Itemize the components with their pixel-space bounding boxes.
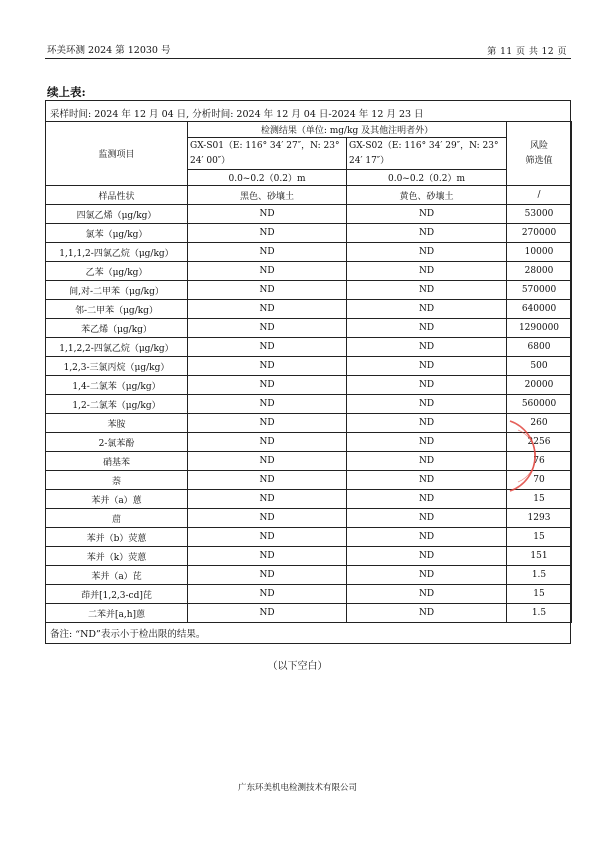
row-risk-value: 270000 [507,224,572,243]
row-site2-result: ND [347,433,507,452]
row-item: 硝基苯 [46,452,188,471]
row-item: 氯苯（μg/kg） [46,224,188,243]
table-row [46,224,572,243]
table-row [46,243,572,262]
row-item: 邻-二甲苯（μg/kg） [46,300,188,319]
row-item: 间,对-二甲苯（μg/kg） [46,281,188,300]
row-site1-result: ND [188,395,347,414]
row-site2-result: ND [347,528,507,547]
site1-property: 黑色、砂壤土 [188,186,347,205]
row-site2-result: ND [347,604,507,623]
row-risk-value: 2256 [507,433,572,452]
footer-company: 广东环美机电检测技术有限公司 [237,783,357,793]
row-site1-result: ND [188,300,347,319]
table-row [46,205,572,224]
results-table-frame [45,100,571,644]
row-risk-value: 1293 [507,509,572,528]
table-row [46,319,572,338]
header-divider [45,58,571,59]
row-site1-result: ND [188,528,347,547]
table-row [46,414,572,433]
site1-coordinate: GX-S01（E: 116° 34′ 27″，N: 23° 24′ 00″） [188,138,347,170]
property-risk: / [507,186,572,205]
row-risk-value: 260 [507,414,572,433]
table-row [46,300,572,319]
row-site2-result: ND [347,490,507,509]
table-row [46,281,572,300]
row-site1-result: ND [188,547,347,566]
row-site2-result: ND [347,376,507,395]
row-site1-result: ND [188,224,347,243]
table-row [46,604,572,623]
row-site1-result: ND [188,509,347,528]
table-row [46,395,572,414]
row-site1-result: ND [188,243,347,262]
table-note: 备注: “ND”表示小于检出限的结果。 [50,629,206,640]
row-site2-result: ND [347,357,507,376]
row-risk-value: 500 [507,357,572,376]
row-risk-value: 560000 [507,395,572,414]
row-item: 1,2,3-三氯丙烷（μg/kg） [46,357,188,376]
table-row [46,452,572,471]
table-row [46,566,572,585]
row-risk-value: 1.5 [507,566,572,585]
page-info: 第 11 页 共 12 页 [487,47,567,57]
table-row [46,262,572,281]
row-risk-value: 1.5 [507,604,572,623]
row-site2-result: ND [347,205,507,224]
row-site1-result: ND [188,414,347,433]
row-site2-result: ND [347,509,507,528]
row-item: 乙苯（μg/kg） [46,262,188,281]
table-row [46,471,572,490]
row-risk-value: 15 [507,490,572,509]
row-site2-result: ND [347,395,507,414]
row-item: 2-氯苯酚 [46,433,188,452]
row-site2-result: ND [347,300,507,319]
row-site2-result: ND [347,224,507,243]
row-risk-value: 15 [507,585,572,604]
row-site2-result: ND [347,319,507,338]
row-item: 萘 [46,471,188,490]
row-site1-result: ND [188,338,347,357]
table-row [46,433,572,452]
row-site2-result: ND [347,452,507,471]
row-site2-result: ND [347,243,507,262]
row-site2-result: ND [347,547,507,566]
company-seal-stamp [506,418,568,494]
row-site1-result: ND [188,357,347,376]
row-site1-result: ND [188,490,347,509]
row-site1-result: ND [188,319,347,338]
continued-label: 续上表: [47,85,86,99]
row-item: 二苯并[a,h]蒽 [46,604,188,623]
sample-property-label: 样品性状 [46,186,188,205]
site2-depth: 0.0~0.2（0.2）m [347,170,507,186]
row-item: 苯并（k）荧蒽 [46,547,188,566]
row-risk-value: 1290000 [507,319,572,338]
row-site2-result: ND [347,471,507,490]
header-item: 监测项目 [46,122,188,186]
table-row [46,528,572,547]
row-site1-result: ND [188,281,347,300]
row-risk-value: 6800 [507,338,572,357]
row-item: 1,1,2,2-四氯乙烷（μg/kg） [46,338,188,357]
row-site1-result: ND [188,262,347,281]
table-row [46,338,572,357]
row-item: 苯乙烯（μg/kg） [46,319,188,338]
row-risk-value: 640000 [507,300,572,319]
row-item: 1,1,1,2-四氯乙烷（μg/kg） [46,243,188,262]
row-risk-value: 53000 [507,205,572,224]
row-site1-result: ND [188,471,347,490]
table-row [46,490,572,509]
row-site2-result: ND [347,262,507,281]
row-site1-result: ND [188,604,347,623]
table-row [46,585,572,604]
row-risk-value: 76 [507,452,572,471]
row-site2-result: ND [347,414,507,433]
row-item: 苯胺 [46,414,188,433]
row-site1-result: ND [188,433,347,452]
row-site1-result: ND [188,205,347,224]
row-site2-result: ND [347,585,507,604]
header-risk: 风险 筛选值 [507,122,572,186]
row-item: 苯并（a）蒽 [46,490,188,509]
row-item: 1,4-二氯苯（μg/kg） [46,376,188,395]
table-row [46,509,572,528]
sample-time-info: 采样时间: 2024 年 12 月 04 日, 分析时间: 2024 年 12 月 04 日-2024 年 12 月 23 日 [50,109,424,120]
table-row [46,376,572,395]
row-site1-result: ND [188,585,347,604]
row-item: 1,2-二氯苯（μg/kg） [46,395,188,414]
site2-property: 黄色、砂壤土 [347,186,507,205]
row-risk-value: 151 [507,547,572,566]
header-result: 检测结果（单位: mg/kg 及其他注明者外） [188,122,507,138]
row-site2-result: ND [347,281,507,300]
row-item: 苯并（a）芘 [46,566,188,585]
site1-depth: 0.0~0.2（0.2）m [188,170,347,186]
table-row [46,547,572,566]
row-site1-result: ND [188,376,347,395]
row-site2-result: ND [347,338,507,357]
row-risk-value: 10000 [507,243,572,262]
report-number: 环美环测 2024 第 12030 号 [47,45,171,56]
blank-below-note: （以下空白） [267,661,328,672]
table-row [46,357,572,376]
row-item: 苯并（b）荧蒽 [46,528,188,547]
row-risk-value: 15 [507,528,572,547]
row-item: 四氯乙烯（μg/kg） [46,205,188,224]
row-item: 茚并[1,2,3-cd]芘 [46,585,188,604]
row-risk-value: 28000 [507,262,572,281]
row-site1-result: ND [188,566,347,585]
site2-coordinate: GX-S02（E: 116° 34′ 29″，N: 23° 24′ 17″） [347,138,507,170]
row-risk-value: 570000 [507,281,572,300]
row-risk-value: 70 [507,471,572,490]
row-site1-result: ND [188,452,347,471]
row-item: 䓛 [46,509,188,528]
results-table [45,121,572,623]
row-site2-result: ND [347,566,507,585]
row-risk-value: 20000 [507,376,572,395]
